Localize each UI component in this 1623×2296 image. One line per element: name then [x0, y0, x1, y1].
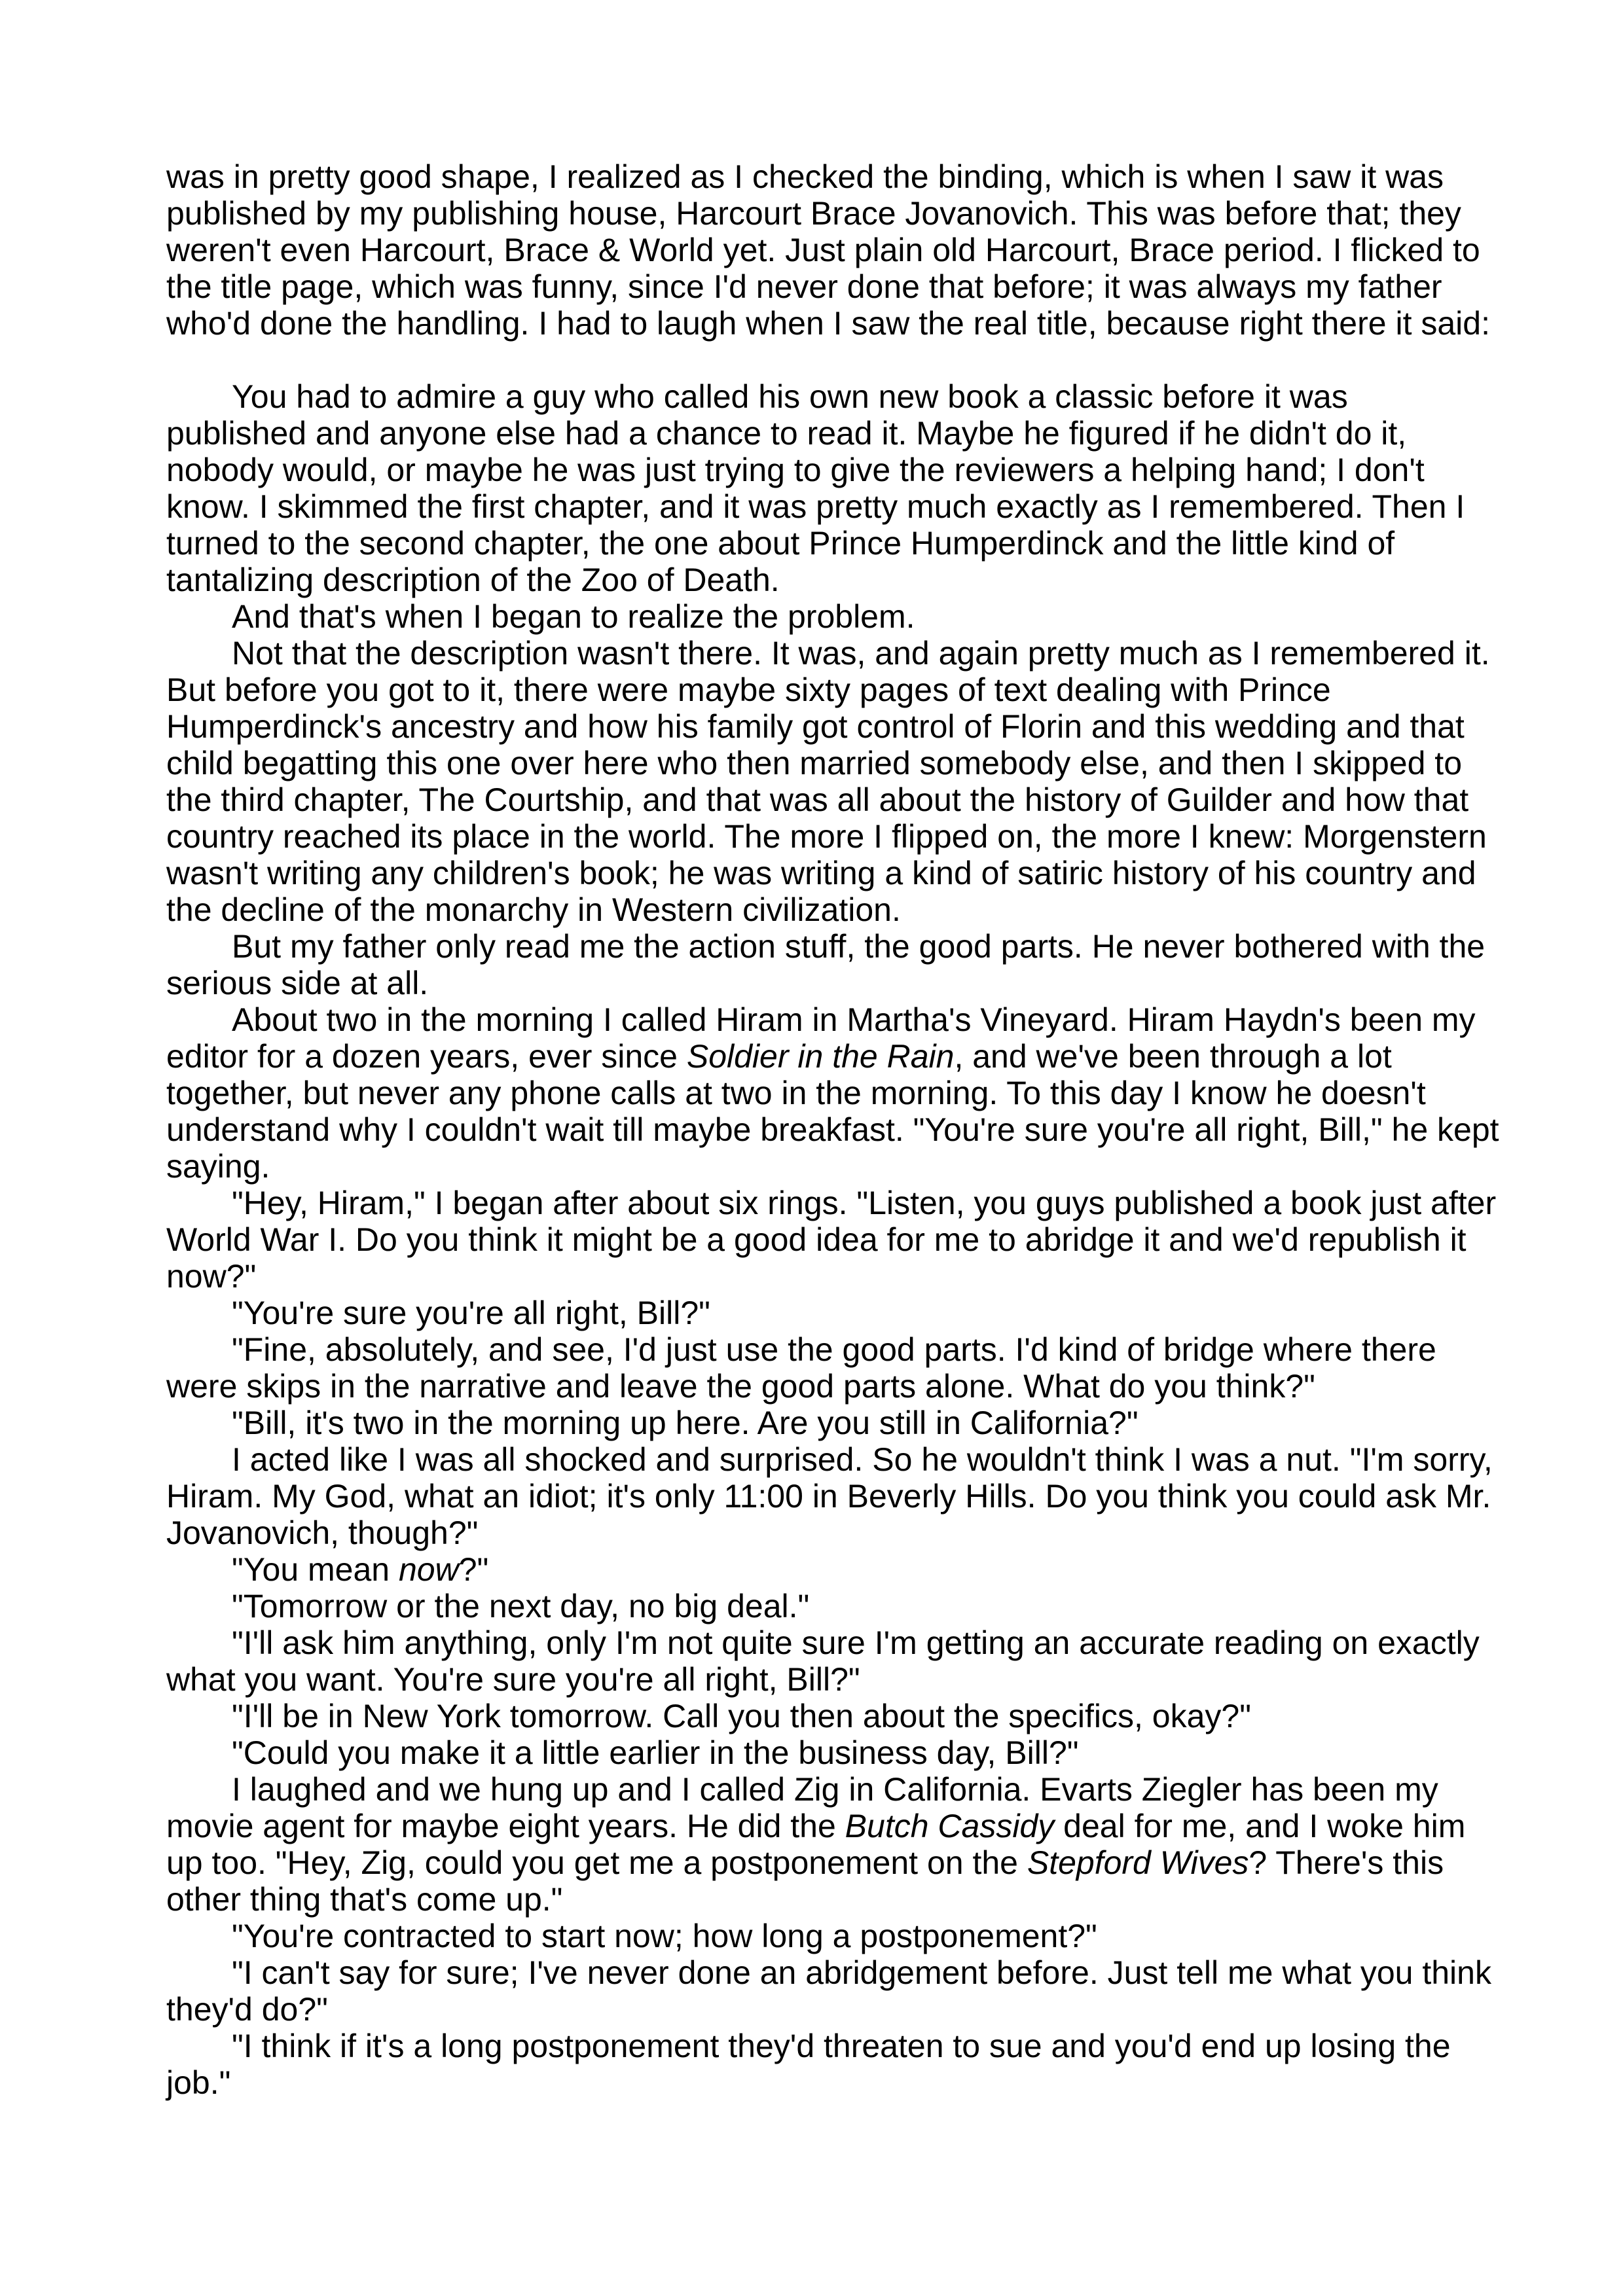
emphasis-word-italic: now — [398, 1551, 459, 1588]
document-page — [166, 158, 1499, 2101]
text-line: published by my publishing house, Harcourt Brace Jovanovich. This was before that; they — [166, 195, 1461, 232]
paragraph — [166, 1185, 1497, 1295]
text-line: "Fine, absolutely, and see, I'd just use the good parts. I'd kind of bridge where there — [232, 1331, 1436, 1368]
text-line: tantalizing description of the Zoo of Death. — [166, 562, 780, 598]
blank-line — [166, 342, 1482, 378]
paragraph — [166, 1551, 1482, 1588]
text-line: And that's when I began to realize the problem. — [232, 598, 915, 635]
paragraph — [166, 1734, 1482, 1771]
movie-title-italic: Butch Cassidy — [845, 1808, 1055, 1844]
text-line: were skips in the narrative and leave the good parts alone. What do you think?" — [166, 1368, 1315, 1405]
text-line: turned to the second chapter, the one about Prince Humperdinck and the little kind of — [166, 525, 1395, 562]
text-line — [166, 1844, 1482, 1881]
text-line: "I'll be in New York tomorrow. Call you then about the specifics, okay?" — [232, 1698, 1251, 1734]
text-line: serious side at all. — [166, 965, 429, 1001]
text-line: "I can't say for sure; I've never done an abridgement before. Just tell me what you think — [232, 1954, 1491, 1991]
text-line: "Could you make it a little earlier in the business day, Bill?" — [232, 1734, 1079, 1771]
text-segment: deal for me, and I woke him — [1054, 1808, 1466, 1844]
text-line: Hiram. My God, what an idiot; it's only 11:00 in Beverly Hills. Do you think you could ask Mr. — [166, 1478, 1491, 1515]
paragraph — [166, 1918, 1482, 1954]
text-line — [166, 1808, 1482, 1844]
paragraph — [166, 1001, 1499, 1185]
paragraph — [166, 1588, 1482, 1624]
book-title-italic: Soldier in the Rain — [686, 1038, 955, 1075]
text-line: understand why I couldn't wait till maybe breakfast. "You're sure you're all right, Bill," he kept — [166, 1111, 1499, 1148]
text-line — [166, 1038, 1482, 1075]
movie-title-italic: Stepford Wives — [1027, 1844, 1249, 1881]
text-line: the third chapter, The Courtship, and that was all about the history of Guilder and how that — [166, 781, 1469, 818]
text-line: together, but never any phone calls at two in the morning. To this day I know he doesn't — [166, 1075, 1426, 1111]
text-line: Not that the description wasn't there. It was, and again pretty much as I remembered it. — [232, 635, 1490, 672]
text-line: Humperdinck's ancestry and how his family got control of Florin and this wedding and that — [166, 708, 1465, 745]
text-line: I acted like I was all shocked and surprised. So he wouldn't think I was a nut. "I'm sorry, — [232, 1441, 1493, 1478]
text-line: who'd done the handling. I had to laugh when I saw the real title, because right there it said: — [166, 305, 1490, 342]
text-line: But before you got to it, there were maybe sixty pages of text dealing with Prince — [166, 672, 1331, 708]
text-line: But my father only read me the action stuff, the good parts. He never bothered with the — [232, 928, 1486, 965]
paragraph — [166, 1405, 1482, 1441]
paragraph — [166, 1441, 1493, 1551]
text-line: the decline of the monarchy in Western civilization. — [166, 891, 901, 928]
text-line: wasn't writing any children's book; he was writing a kind of satiric history of his country and — [166, 855, 1476, 891]
paragraph — [166, 1331, 1482, 1405]
text-line: "You're contracted to start now; how long a postponement?" — [232, 1918, 1097, 1954]
paragraph — [166, 158, 1490, 342]
text-segment: up too. "Hey, Zig, could you get me a postponement on the — [166, 1844, 1027, 1881]
text-line: what you want. You're sure you're all right, Bill?" — [166, 1661, 860, 1698]
paragraph — [166, 598, 1482, 635]
text-line: nobody would, or maybe he was just trying to give the reviewers a helping hand; I don't — [166, 452, 1425, 488]
text-line: was in pretty good shape, I realized as I checked the binding, which is when I saw it was — [166, 158, 1444, 195]
text-segment: "You mean — [232, 1551, 399, 1588]
paragraph — [166, 1624, 1482, 1698]
text-line: now?" — [166, 1258, 257, 1295]
text-segment: ?" — [458, 1551, 489, 1588]
text-line: job." — [166, 2064, 231, 2101]
text-segment: movie agent for maybe eight years. He did the — [166, 1808, 845, 1844]
text-line: You had to admire a guy who called his own new book a classic before it was — [232, 378, 1348, 415]
text-line: I laughed and we hung up and I called Zig in California. Evarts Ziegler has been my — [232, 1771, 1438, 1808]
text-line: World War I. Do you think it might be a good idea for me to abridge it and we'd republish it — [166, 1221, 1467, 1258]
text-segment: ? There's this — [1249, 1844, 1444, 1881]
text-line: "Tomorrow or the next day, no big deal." — [232, 1588, 810, 1624]
text-line: country reached its place in the world. The more I flipped on, the more I knew: Morgenstern — [166, 818, 1487, 855]
text-line: other thing that's come up." — [166, 1881, 563, 1918]
text-line: "I'll ask him anything, only I'm not quite sure I'm getting an accurate reading on exactly — [232, 1624, 1480, 1661]
paragraph — [166, 1698, 1482, 1734]
text-line: About two in the morning I called Hiram in Martha's Vineyard. Hiram Haydn's been my — [232, 1001, 1476, 1038]
text-line: "I think if it's a long postponement they'd threaten to sue and you'd end up losing the — [232, 2028, 1451, 2064]
text-line: know. I skimmed the first chapter, and it was pretty much exactly as I remembered. Then I — [166, 488, 1465, 525]
text-line: "Bill, it's two in the morning up here. Are you still in California?" — [232, 1405, 1139, 1441]
text-line: saying. — [166, 1148, 270, 1185]
text-line — [166, 1551, 1482, 1588]
text-line: the title page, which was funny, since I'd never done that before; it was always my father — [166, 268, 1442, 305]
paragraph — [166, 2028, 1482, 2101]
paragraph — [166, 1954, 1491, 2028]
paragraph — [166, 1771, 1482, 1918]
text-line: published and anyone else had a chance to read it. Maybe he figured if he didn't do it, — [166, 415, 1407, 452]
text-line: Jovanovich, though?" — [166, 1515, 479, 1551]
paragraph — [166, 1295, 1482, 1331]
paragraph — [166, 928, 1486, 1001]
text-line: weren't even Harcourt, Brace & World yet. Just plain old Harcourt, Brace period. I flicked to — [166, 232, 1480, 268]
text-line: they'd do?" — [166, 1991, 328, 2028]
text-segment: , and we've been through a lot — [954, 1038, 1392, 1075]
text-line: "You're sure you're all right, Bill?" — [232, 1295, 710, 1331]
text-segment: editor for a dozen years, ever since — [166, 1038, 687, 1075]
paragraph — [166, 635, 1490, 928]
text-line: child begatting this one over here who then married somebody else, and then I skipped to — [166, 745, 1463, 781]
paragraph — [166, 378, 1482, 598]
text-line: "Hey, Hiram," I began after about six rings. "Listen, you guys published a book just after — [232, 1185, 1497, 1221]
